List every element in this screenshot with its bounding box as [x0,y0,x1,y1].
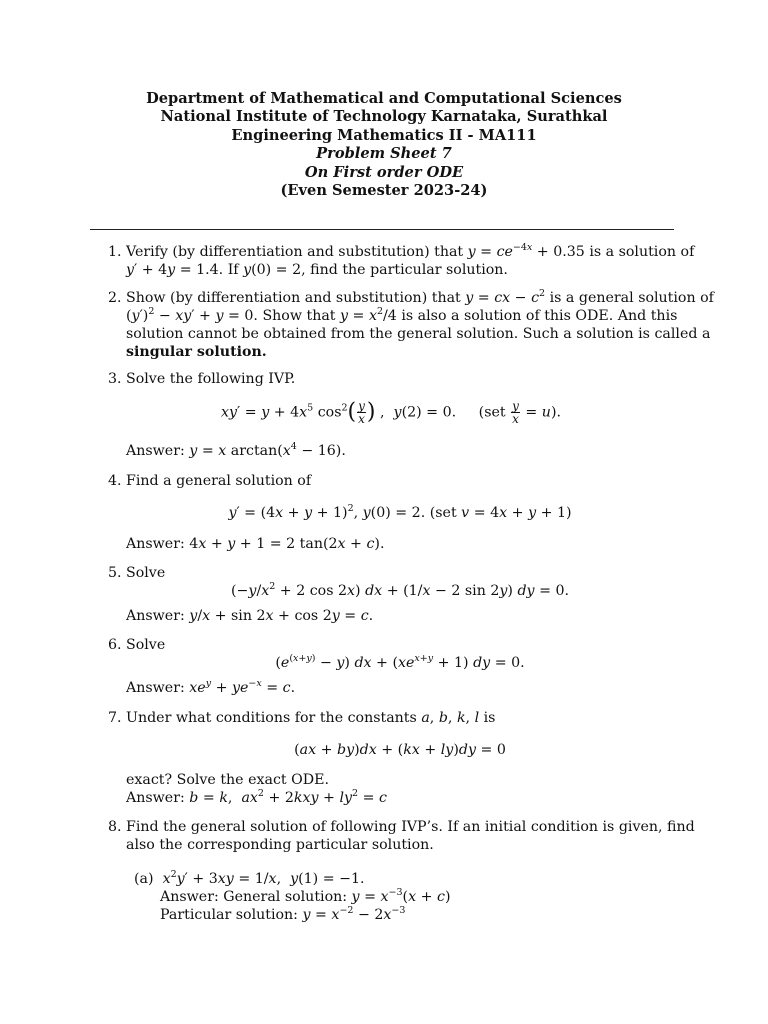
sheet-topic: On First order ODE [304,163,464,181]
problem-7: 7. Under what conditions for the constants a, b, k, l is (ax + by)dx + (kx + ly)dy = 0 exact? Solve the exact ODE. Answer: b = k, $ax^2 + 2kxy + ly^2 = c$ [108,709,674,809]
equation: ($-y/x^2 + 2$ cos 2x) dx + (1/x − 2 sin 2y) dy = 0. [230,581,570,599]
sub-problem-a: (a) $x^2y' + 3xy = 1/x$, y(1) = −1. [134,869,365,887]
problem-number: 4. [108,473,122,489]
document-header [0,90,768,200]
answer: Answer: General solution: $y = x^{-3}(x + c)$ [160,887,451,905]
answer: Answer: $xe^y + ye^{-x} = c$. [126,678,296,696]
equation: $(e^{(x+y)} - y)$ dx + $(xe^{x+y} + 1)$ dy = 0. [275,653,525,671]
problem-number: 7. [108,710,122,726]
header-divider [90,229,674,230]
course-name: Engineering Mathematics II - MA111 [231,126,537,144]
answer: Particular solution: $y = x^{-2} - 2x^{-3}$ [160,905,406,923]
problem-number: 5. [108,565,122,581]
sheet-title: Problem Sheet 7 [316,145,452,163]
answer: Answer: b = k, $ax^2 + 2kxy + ly^2 = c$ [126,788,387,806]
institute-name: National Institute of Technology Karnataka, Surathkal [160,108,608,126]
semester: (Even Semester 2023-24) [280,182,488,200]
department-name: Department of Mathematical and Computational Sciences [146,90,622,107]
problem-number: 8. [108,819,122,835]
problem-8: 8. Find the general solution of following IVP’s. If an initial condition is given, find also the corresponding particular solution. (a) $x^2y' + 3xy = 1/x$, y(1) = −1. Answer: General solution: $y = x^{-3}(x + c)$ Particular solution: $y = x^{-2} - 2x^{-3}$ [108,819,695,923]
problem-number: 3. [108,371,122,387]
answer: Answer: 4x + y + 1 = 2 tan(2x + c). [126,536,385,552]
problem-number: 1. [108,244,122,260]
problem-2: 2. Show (by differentiation and substitution) that y = cx − $c^2$ is a general solution of $(y')^2 - xy' + y = 0$. Show that $y = x^2/4$ is also a solution of this ODE. And this solution cannot be obtained from the general solution. Such a solution is called a singular solution. [108,288,714,360]
answer: Answer: y = x $\arctan(x^4 - 16)$. [126,441,346,459]
problem-5: 5. Solve ($-y/x^2 + 2$ cos 2x) dx + (1/x − 2 sin 2y) dy = 0. Answer: y/x + sin 2x + cos 2y = c. [108,564,674,624]
problem-6: 6. Solve $(e^{(x+y)} - y)$ dx + $(xe^{x+y} + 1)$ dy = 0. Answer: $xe^y + ye^{-x} = c$. [108,636,674,698]
problem-number: 6. [108,637,122,653]
answer: Answer: y/x + sin 2x + cos 2y = c. [126,608,374,624]
problem-4: 4. Find a general solution of $y' = (4x + y + 1)^2$, y(0) = 2. (set v = 4x + y + 1) Answer: 4x + y + 1 = 2 tan(2x + c). [108,472,674,552]
equation: $xy' = y + 4x^5$ $\cos^2$( $\frac{y}{x}$ ) , y(2) = 0. (set $\frac{y}{x}$ = u). [221,399,561,426]
problem-number: 2. [108,290,122,306]
problem-1: 1. Verify (by differentiation and substitution) that $y = ce^{-4x} + 0.35$ is a solution of y′ + 4y = 1.4. If y(0) = 2, find the particular solution. [108,242,695,278]
equation: (ax + by)dx + (kx + ly)dy = 0 [294,742,506,758]
equation: $y' = (4x + y + 1)^2$, y(0) = 2. (set v = 4x + y + 1) [228,503,572,521]
problem-3: 3. Solve the following IVP. $xy' = y + 4x^5$ $\cos^2$( $\frac{y}{x}$ ) , y(2) = 0. (set $\frac{y}{x}$ = u). Answer: y = x $\arctan(x^4 - 16)$. [108,370,674,460]
